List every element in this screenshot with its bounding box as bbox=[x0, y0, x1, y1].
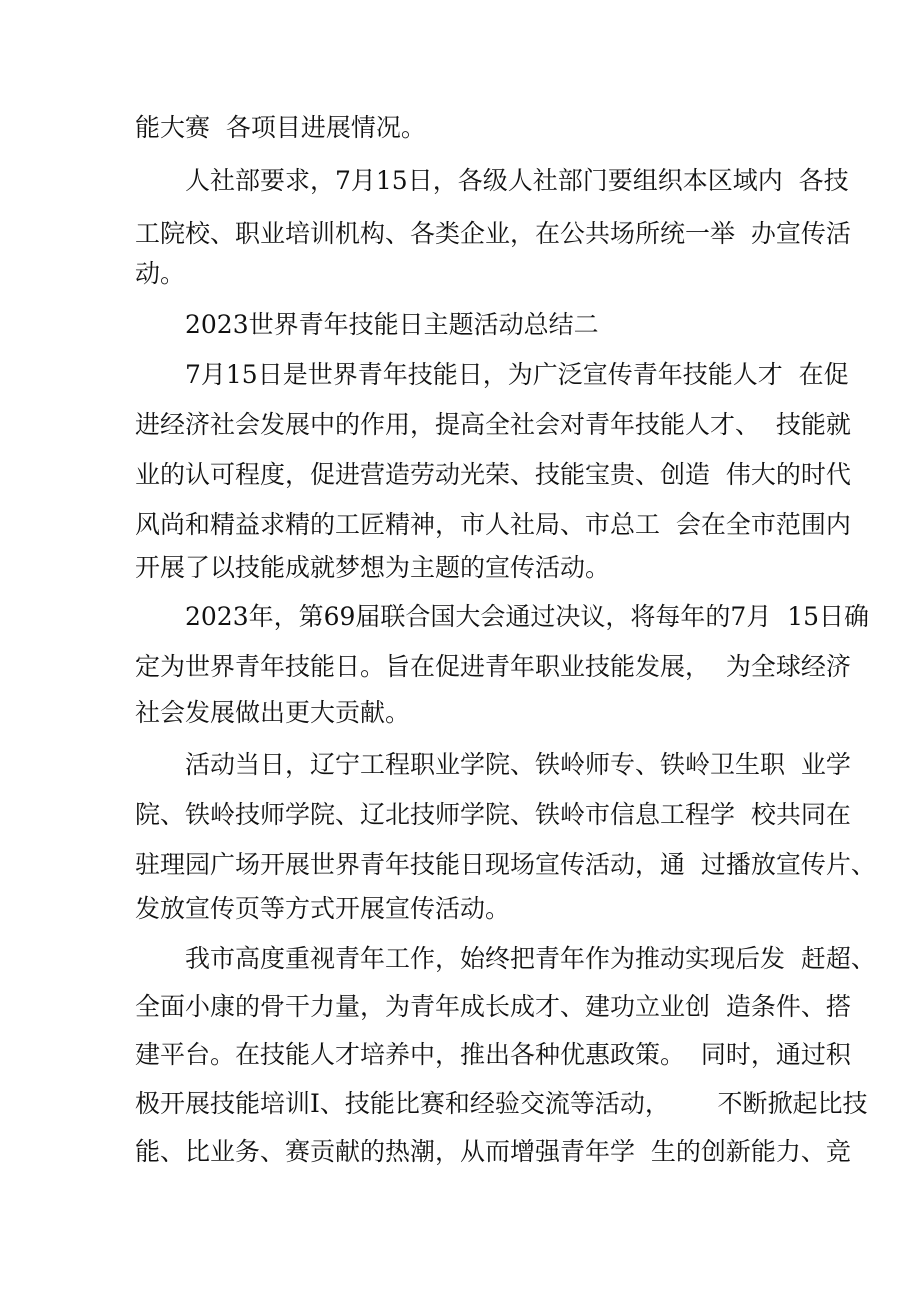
text-line: 动。 bbox=[135, 259, 186, 288]
text-line: 社会发展做出更大贡献。 bbox=[135, 698, 411, 727]
text-line: 全面小康的骨干力量，为青年成长成才、建功立业创 造条件、搭 bbox=[135, 992, 851, 1021]
text-line: 定为世界青年技能日。旨在促进青年职业技能发展， 为全球经济 bbox=[135, 652, 851, 681]
text-line: 业的认可程度，促进营造劳动光荣、技能宝贵、创造 伟大的时代 bbox=[135, 460, 851, 489]
text-line: 院、铁岭技师学院、辽北技师学院、铁岭市信息工程学 校共同在 bbox=[135, 800, 851, 829]
text-line: 我市高度重视青年工作，始终把青年作为推动实现后发 赶超、 bbox=[185, 944, 876, 973]
section-heading: 2023世界青年技能日主题活动总结二 bbox=[185, 310, 599, 339]
text-line: 驻理园广场开展世界青年技能日现场宣传活动，通 过播放宣传片、 bbox=[135, 850, 876, 879]
text-line: 开展了以技能成就梦想为主题的宣传活动。 bbox=[135, 553, 611, 582]
text-line: 人社部要求，7月15日，各级人社部门要组织本区域内 各技 bbox=[185, 166, 849, 195]
text-line: 极开展技能培训I、技能比赛和经验交流等活动， 不断掀起比技 bbox=[135, 1089, 868, 1118]
text-line: 活动当日，辽宁工程职业学院、铁岭师专、铁岭卫生职 业学 bbox=[185, 750, 851, 779]
text-line: 发放宣传页等方式开展宣传活动。 bbox=[135, 894, 511, 923]
text-line: 风尚和精益求精的工匠精神，市人社局、市总工 会在全市范围内 bbox=[135, 510, 851, 539]
text-line: 7月15日是世界青年技能日，为广泛宣传青年技能人才 在促 bbox=[185, 360, 849, 389]
text-line: 能大赛 各项目进展情况。 bbox=[135, 113, 426, 142]
text-line: 能、比业务、赛贡献的热潮，从而增强青年学 生的创新能力、竞 bbox=[135, 1137, 851, 1166]
text-line: 工院校、职业培训机构、各类企业，在公共场所统一举 办宣传活 bbox=[135, 219, 851, 248]
text-line: 建平台。在技能人才培养中，推出各种优惠政策。 同时，通过积 bbox=[135, 1040, 851, 1069]
text-line: 2023年，第69届联合国大会通过决议，将每年的7月 15日确 bbox=[185, 602, 870, 631]
text-line: 进经济社会发展中的作用，提高全社会对青年技能人才、 技能就 bbox=[135, 410, 851, 439]
